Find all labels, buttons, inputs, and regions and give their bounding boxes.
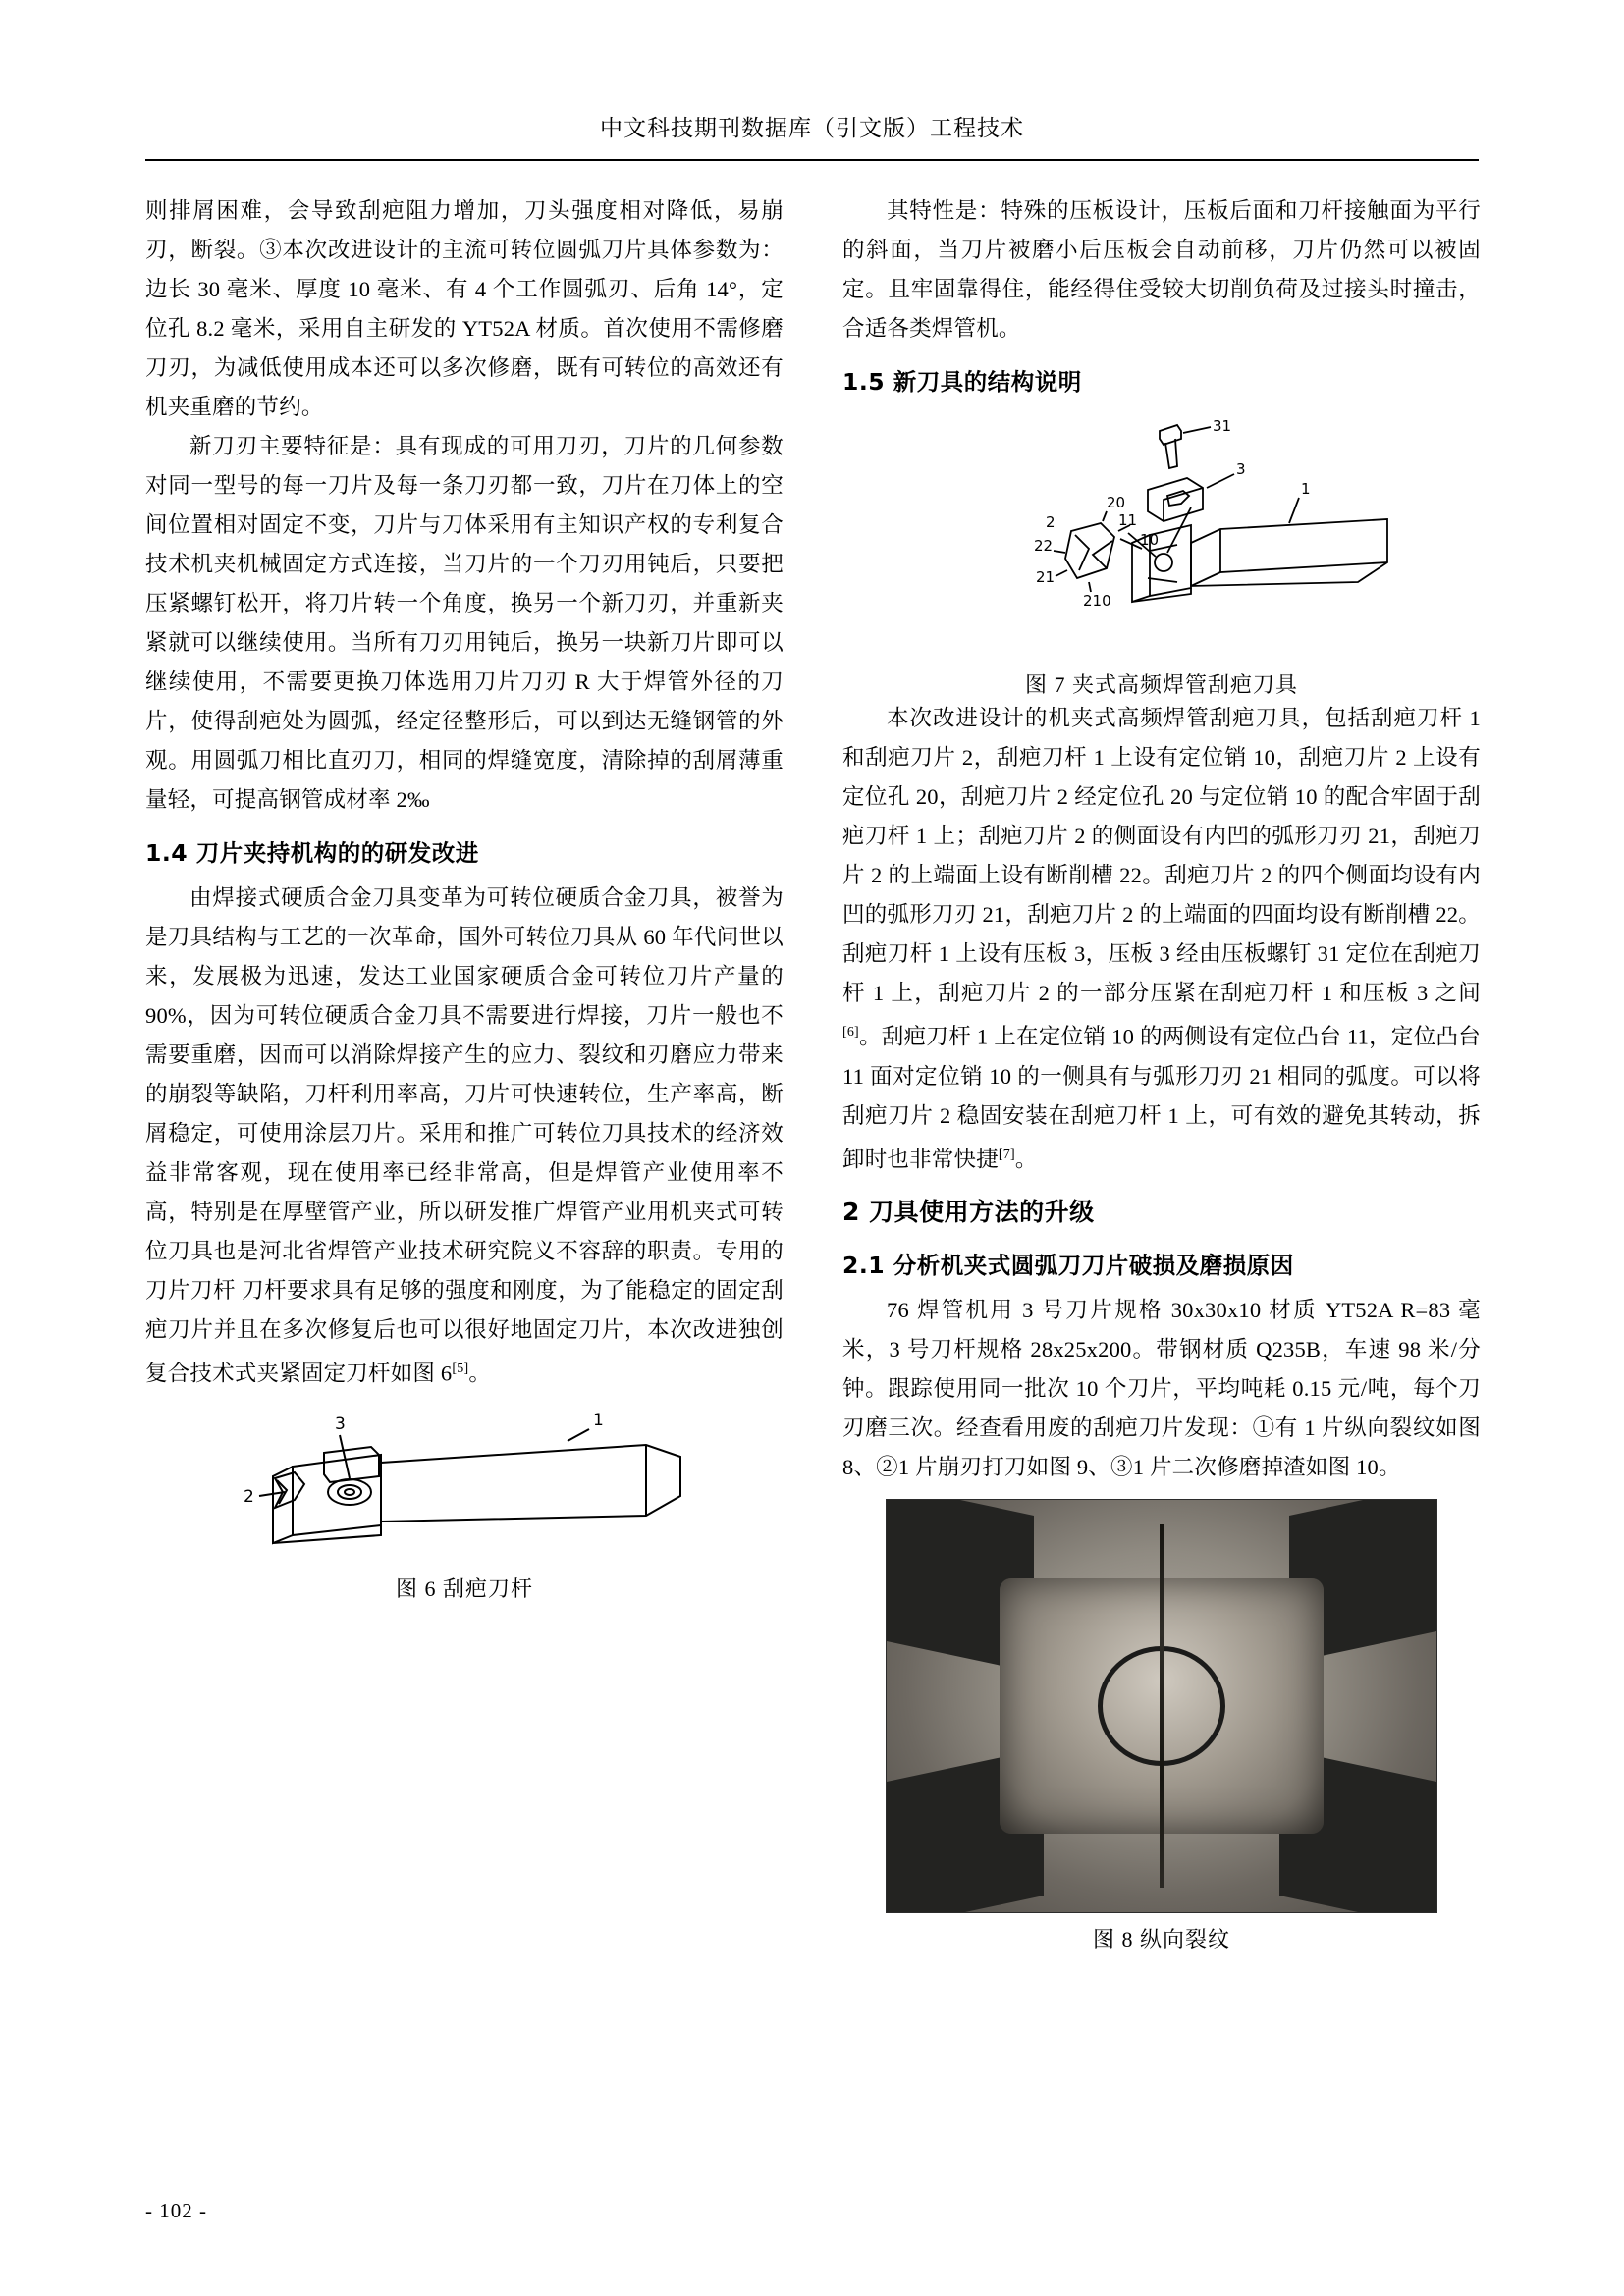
tool-assembly-drawing xyxy=(896,413,1427,659)
page-number: - 102 - xyxy=(145,2199,207,2222)
figure-7 xyxy=(842,413,1481,699)
figure-8-image xyxy=(842,1499,1481,1913)
paragraph-text: 本次改进设计的机夹式高频焊管刮疤刀具，包括刮疤刀杆 1 和刮疤刀片 2，刮疤刀杆 1 上设有定位销 10，刮疤刀片 2 上设有定位孔 20，刮疤刀片 2 经定位孔 20 与定位销 10 的配合牢固于刮疤刀杆 1 上；刮疤刀片 2 的侧面设有内凹的弧形刀刃 21，刮疤刀片 2 的上端面上设有断削槽 22。刮疤刀片 2 的四个侧面均设有内凹的弧形刀刃 21，刮疤刀片 2 的上端面的四面均设有断削槽 22。刮疤刀杆 1 上设有压板 3，压板 3 经由压板螺钉 31 定位在刮疤刀杆 1 上，刮疤刀片 2 的一部分压紧在刮疤刀杆 1 和压板 3 之间 xyxy=(842,706,1481,1005)
paragraph: 新刀刃主要特征是：具有现成的可用刀刃，刀片的几何参数对同一型号的每一刀片及每一条刀刃都一致，刀片在刀体上的空间位置相对固定不变，刀片与刀体采用有主知识产权的专利复合技术机夹机械固定方式连接，当刀片的一个刀刃用钝后，只要把压紧螺钉松开，将刀片转一个角度，换另一个新刀刃，并重新夹紧就可以继续使用。当所有刀刃用钝后，换另一块新刀片即可以继续使用，不需要更换刀体选用刀片刀刃 R 大于焊管外径的刀片，使得刮疤处为圆弧，经定径整形后，可以到达无缝钢管的外观。用圆弧刀相比直刃刀，相同的焊缝宽度，清除掉的刮屑薄重量轻，可提高钢管成材率 2‰ xyxy=(145,434,784,812)
paragraph: 其特性是：特殊的压板设计，压板后面和刀杆接触面为平行的斜面，当刀片被磨小后压板会自动前移，刀片仍然可以被固定。且牢固靠得住，能经得住受较大切削负荷及过接头时撞击，合适各类焊管机。 xyxy=(842,198,1481,341)
figure-7-label-22: 22 xyxy=(1034,537,1054,555)
paragraph-text-tail: 。 xyxy=(1014,1147,1038,1171)
paragraph xyxy=(842,699,1481,1179)
reference-marker: [7] xyxy=(998,1147,1015,1162)
header-divider xyxy=(145,159,1479,161)
tool-holder-drawing xyxy=(234,1406,695,1563)
figure-7-label-20: 20 xyxy=(1107,494,1126,511)
figure-6-image xyxy=(145,1406,784,1563)
figure-7-label-210: 210 xyxy=(1083,592,1111,610)
reference-marker: [5] xyxy=(452,1362,469,1376)
paragraph xyxy=(145,879,784,1394)
section-heading-2-1: 2.1 分析机夹式圆弧刀刀片破损及磨损原因 xyxy=(842,1252,1294,1279)
page-header: 中文科技期刊数据库（引文版）工程技术 xyxy=(600,116,1024,140)
figure-6-label-1: 1 xyxy=(593,1410,604,1430)
right-column xyxy=(842,191,1481,1953)
reference-marker: [6] xyxy=(842,1025,859,1040)
figure-6 xyxy=(145,1406,784,1603)
paragraph-text-mid: 。刮疤刀杆 1 上在定位销 10 的两侧设有定位凸台 11，定位凸台 11 面对定位销 10 的一侧具有与弧形刀刃 21 相同的弧度。可以将刮疤刀片 2 稳固安装在刮疤刀杆 1 上，可有效的避免其转动，拆卸时也非常快捷 xyxy=(842,1024,1481,1171)
paragraph: 76 焊管机用 3 号刀片规格 30x30x10 材质 YT52A R=83 毫米，3 号刀杆规格 28x25x200。带钢材质 Q235B，车速 98 米/分钟。跟踪使用同一批次 10 个刀片，平均吨耗 0.15 元/吨，每个刀刃磨三次。经查看用废的刮疤刀片发现：①有 1 片纵向裂纹如图 8、②1 片崩刃打刀如图 9、③1 片二次修磨掉渣如图 10。 xyxy=(842,1298,1481,1479)
figure-6-label-3: 3 xyxy=(335,1414,346,1434)
figure-7-caption: 图 7 夹式高频焊管刮疤刀具 xyxy=(1024,672,1298,697)
paragraph: 则排屑困难，会导致刮疤阻力增加，刀头强度相对降低，易崩刃，断裂。③本次改进设计的主流可转位圆弧刀片具体参数为：边长 30 毫米、厚度 10 毫米、有 4 个工作圆弧刃、后角 14°，定位孔 8.2 毫米，采用自主研发的 YT52A 材质。首次使用不需修磨刀刃，为减低使用成本还可以多次修磨，既有可转位的高效还有机夹重磨的节约。 xyxy=(145,198,784,419)
section-heading-1-5: 1.5 新刀具的结构说明 xyxy=(842,368,1082,396)
figure-7-label-21: 21 xyxy=(1036,568,1056,586)
section-heading-2: 2 刀具使用方法的升级 xyxy=(842,1198,1095,1226)
figure-6-label-2: 2 xyxy=(244,1486,254,1507)
cracked-insert-photo xyxy=(886,1499,1437,1913)
figure-7-label-31: 31 xyxy=(1213,417,1232,435)
figure-7-image xyxy=(842,413,1481,659)
figure-8-caption: 图 8 纵向裂纹 xyxy=(1092,1927,1230,1951)
figure-7-label-1: 1 xyxy=(1301,480,1311,498)
figure-6-caption: 图 6 刮疤刀杆 xyxy=(395,1575,533,1601)
section-heading-1-4: 1.4 刀片夹持机构的的研发改进 xyxy=(145,839,479,867)
figure-8 xyxy=(842,1499,1481,1953)
figure-7-label-10: 10 xyxy=(1140,531,1160,549)
figure-7-label-3: 3 xyxy=(1236,460,1246,478)
longitudinal-crack xyxy=(1160,1524,1164,1888)
figure-7-label-11: 11 xyxy=(1118,511,1138,529)
paragraph-text-tail: 。 xyxy=(468,1361,492,1386)
left-column xyxy=(145,191,784,1953)
figure-7-label-2: 2 xyxy=(1046,513,1056,531)
paragraph-text: 由焊接式硬质合金刀具变革为可转位硬质合金刀具，被誉为是刀具结构与工艺的一次革命，国外可转位刀具从 60 年代问世以来，发展极为迅速，发达工业国家硬质合金可转位刀片产量的 90%，因为可转位硬质合金刀具不需要进行焊接，刀片一般也不需要重磨，因而可以消除焊接产生的应力、裂纹和刃磨应力带来的崩裂等缺陷，刀杆利用率高，刀片可快速转位，生产率高，断屑稳定，可使用涂层刀片。采用和推广可转位刀具技术的经济效益非常客观，现在使用率已经非常高，但是焊管产业使用率不高，特别是在厚壁管产业，所以研发推广焊管产业用机夹式可转位刀具也是河北省焊管产业技术研究院义不容辞的职责。专用的刀片刀杆 刀杆要求具有足够的强度和刚度，为了能稳定的固定刮疤刀片并且在多次修复后也可以很好地固定刀片，本次改进独创复合技术式夹紧固定刀杆如图 6 xyxy=(145,885,784,1386)
two-column-layout xyxy=(145,191,1481,1953)
